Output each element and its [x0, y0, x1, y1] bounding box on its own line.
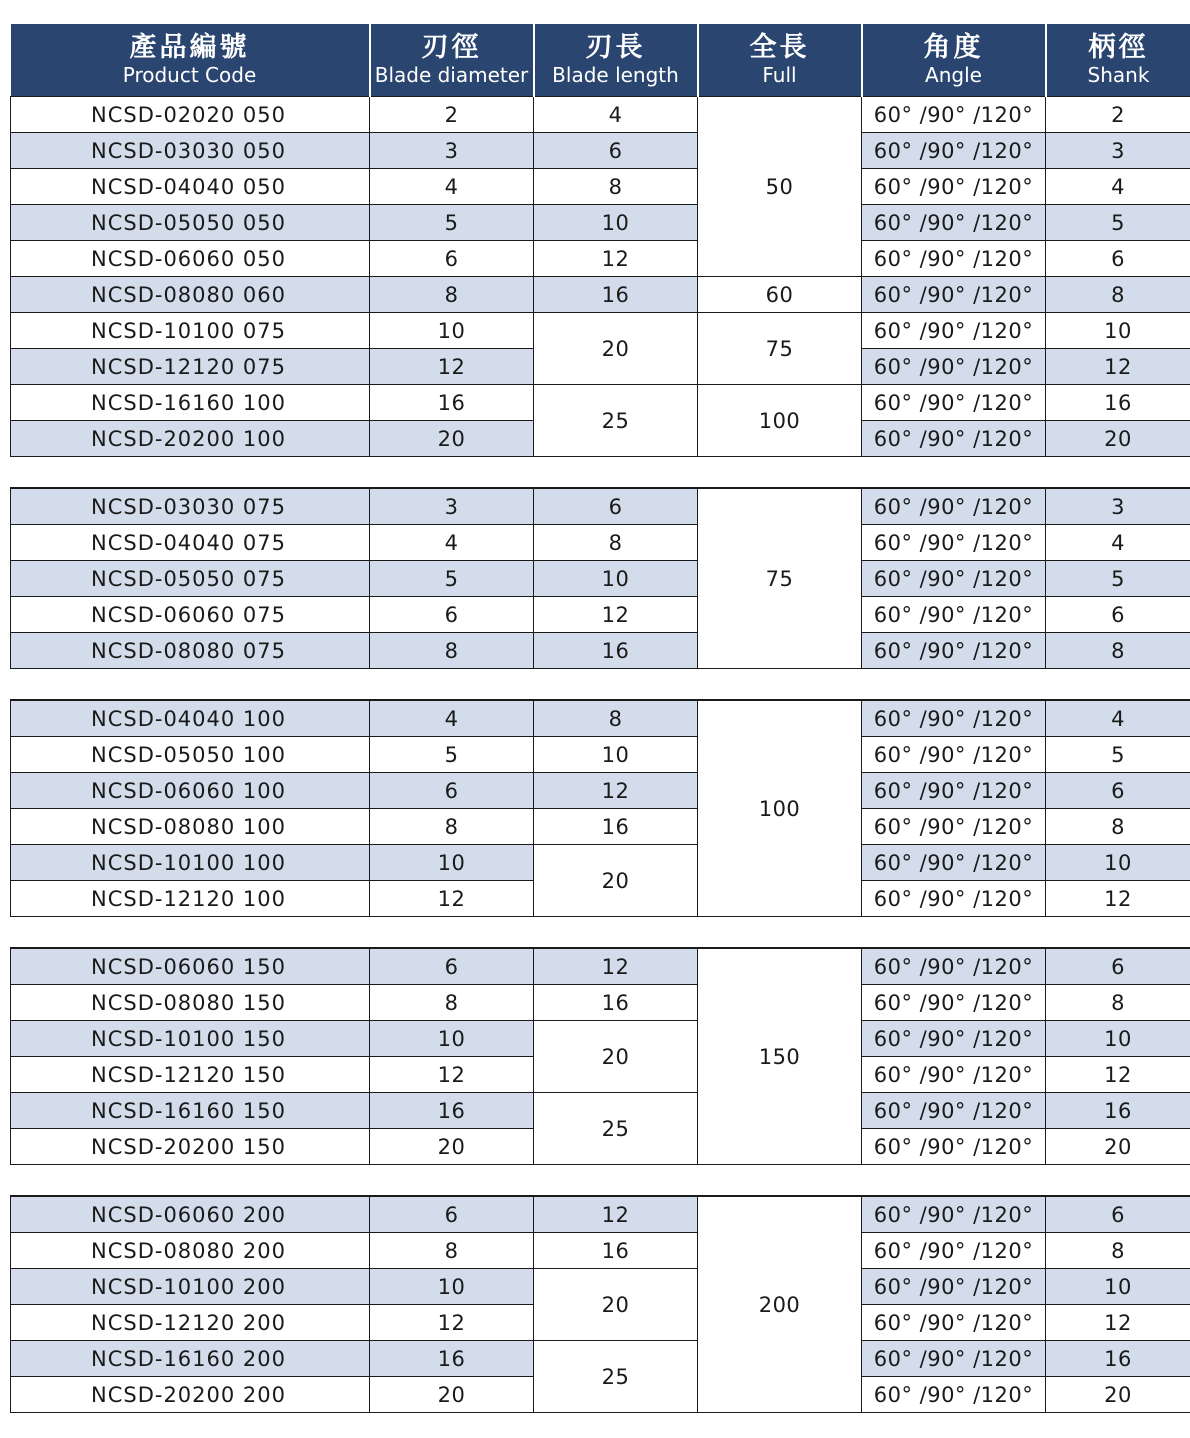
shank-cell: 12 [1046, 349, 1190, 385]
table-row [11, 1021, 1190, 1057]
table-row [11, 1233, 1190, 1269]
angle-cell: 60° /90° /120° [862, 1269, 1046, 1305]
angle-cell: 60° /90° /120° [862, 1305, 1046, 1341]
angle-cell: 60° /90° /120° [862, 597, 1046, 633]
shank-cell: 3 [1046, 133, 1190, 169]
product-code-cell: NCSD-03030 075 [11, 488, 370, 525]
angle-cell: 60° /90° /120° [862, 633, 1046, 669]
angle-cell: 60° /90° /120° [862, 205, 1046, 241]
blade-length-cell: 16 [534, 809, 698, 845]
blade-diameter-cell: 3 [370, 133, 534, 169]
blade-diameter-cell: 2 [370, 97, 534, 133]
shank-cell: 6 [1046, 241, 1190, 277]
angle-cell: 60° /90° /120° [862, 1341, 1046, 1377]
shank-cell: 8 [1046, 277, 1190, 313]
blade-diameter-cell: 10 [370, 1269, 534, 1305]
table-row [11, 488, 1190, 525]
table-gap [10, 1165, 1190, 1195]
shank-cell: 5 [1046, 561, 1190, 597]
table-row [11, 205, 1190, 241]
product-code-cell: NCSD-03030 050 [11, 133, 370, 169]
product-code-cell: NCSD-20200 150 [11, 1129, 370, 1165]
shank-cell: 4 [1046, 525, 1190, 561]
angle-cell: 60° /90° /120° [862, 561, 1046, 597]
product-code-cell: NCSD-12120 100 [11, 881, 370, 917]
shank-cell: 4 [1046, 169, 1190, 205]
angle-cell: 60° /90° /120° [862, 313, 1046, 349]
table-row [11, 985, 1190, 1021]
blade-diameter-cell: 20 [370, 1377, 534, 1413]
spec-table-075 [10, 487, 1190, 669]
header-shank: 柄徑 Shank [1046, 24, 1190, 97]
shank-cell: 8 [1046, 1233, 1190, 1269]
product-code-cell: NCSD-16160 100 [11, 385, 370, 421]
shank-cell: 3 [1046, 488, 1190, 525]
blade-length-cell: 10 [534, 561, 698, 597]
angle-cell: 60° /90° /120° [862, 488, 1046, 525]
shank-cell: 16 [1046, 385, 1190, 421]
product-code-cell: NCSD-02020 050 [11, 97, 370, 133]
table-row [11, 773, 1190, 809]
table-row [11, 1196, 1190, 1233]
shank-cell: 12 [1046, 1305, 1190, 1341]
shank-cell: 16 [1046, 1341, 1190, 1377]
shank-cell: 10 [1046, 1021, 1190, 1057]
blade-length-cell: 8 [534, 525, 698, 561]
angle-cell: 60° /90° /120° [862, 97, 1046, 133]
full-length-cell: 75 [698, 488, 862, 669]
full-length-cell: 200 [698, 1196, 862, 1413]
blade-diameter-cell: 12 [370, 881, 534, 917]
blade-diameter-cell: 6 [370, 948, 534, 985]
angle-cell: 60° /90° /120° [862, 845, 1046, 881]
product-code-cell: NCSD-12120 200 [11, 1305, 370, 1341]
angle-cell: 60° /90° /120° [862, 241, 1046, 277]
blade-length-cell: 10 [534, 737, 698, 773]
table-row [11, 1269, 1190, 1305]
shank-cell: 8 [1046, 985, 1190, 1021]
header-angle: 角度 Angle [862, 24, 1046, 97]
blade-diameter-cell: 16 [370, 1093, 534, 1129]
angle-cell: 60° /90° /120° [862, 1129, 1046, 1165]
blade-diameter-cell: 8 [370, 1233, 534, 1269]
product-code-cell: NCSD-08080 075 [11, 633, 370, 669]
table-row [11, 633, 1190, 669]
table-row [11, 385, 1190, 421]
table-header-row [11, 24, 1190, 97]
product-code-cell: NCSD-12120 075 [11, 349, 370, 385]
shank-cell: 6 [1046, 597, 1190, 633]
angle-cell: 60° /90° /120° [862, 1196, 1046, 1233]
shank-cell: 5 [1046, 205, 1190, 241]
shank-cell: 16 [1046, 1093, 1190, 1129]
product-code-cell: NCSD-04040 050 [11, 169, 370, 205]
table-gap [10, 917, 1190, 947]
shank-cell: 6 [1046, 948, 1190, 985]
blade-length-cell: 25 [534, 1093, 698, 1165]
blade-diameter-cell: 12 [370, 349, 534, 385]
spec-table-200 [10, 1195, 1190, 1413]
angle-cell: 60° /90° /120° [862, 277, 1046, 313]
blade-length-cell: 12 [534, 597, 698, 633]
full-length-cell: 150 [698, 948, 862, 1165]
angle-cell: 60° /90° /120° [862, 385, 1046, 421]
blade-diameter-cell: 8 [370, 633, 534, 669]
blade-length-cell: 10 [534, 205, 698, 241]
product-code-cell: NCSD-12120 150 [11, 1057, 370, 1093]
blade-length-cell: 8 [534, 169, 698, 205]
product-code-cell: NCSD-10100 100 [11, 845, 370, 881]
product-code-cell: NCSD-06060 100 [11, 773, 370, 809]
blade-length-cell: 6 [534, 133, 698, 169]
table-gap [10, 457, 1190, 487]
table-row [11, 737, 1190, 773]
product-code-cell: NCSD-20200 200 [11, 1377, 370, 1413]
angle-cell: 60° /90° /120° [862, 1021, 1046, 1057]
table-row [11, 700, 1190, 737]
product-spec-sheet [10, 24, 1190, 1413]
product-code-cell: NCSD-08080 100 [11, 809, 370, 845]
blade-diameter-cell: 4 [370, 525, 534, 561]
header-blade-length: 刃長 Blade length [534, 24, 698, 97]
angle-cell: 60° /90° /120° [862, 773, 1046, 809]
blade-diameter-cell: 5 [370, 205, 534, 241]
product-code-cell: NCSD-08080 060 [11, 277, 370, 313]
shank-cell: 5 [1046, 737, 1190, 773]
table-row [11, 948, 1190, 985]
angle-cell: 60° /90° /120° [862, 525, 1046, 561]
table-row [11, 277, 1190, 313]
blade-length-cell: 12 [534, 773, 698, 809]
angle-cell: 60° /90° /120° [862, 985, 1046, 1021]
angle-cell: 60° /90° /120° [862, 948, 1046, 985]
shank-cell: 12 [1046, 1057, 1190, 1093]
product-code-cell: NCSD-05050 075 [11, 561, 370, 597]
full-length-cell: 75 [698, 313, 862, 385]
product-code-cell: NCSD-20200 100 [11, 421, 370, 457]
header-full-length: 全長 Full [698, 24, 862, 97]
spec-table-50-100 [10, 24, 1190, 457]
shank-cell: 20 [1046, 1129, 1190, 1165]
shank-cell: 10 [1046, 1269, 1190, 1305]
blade-diameter-cell: 6 [370, 597, 534, 633]
blade-diameter-cell: 12 [370, 1057, 534, 1093]
blade-length-cell: 16 [534, 1233, 698, 1269]
blade-length-cell: 12 [534, 241, 698, 277]
blade-length-cell: 16 [534, 633, 698, 669]
shank-cell: 4 [1046, 700, 1190, 737]
angle-cell: 60° /90° /120° [862, 737, 1046, 773]
table-row [11, 313, 1190, 349]
angle-cell: 60° /90° /120° [862, 700, 1046, 737]
blade-diameter-cell: 8 [370, 277, 534, 313]
shank-cell: 12 [1046, 881, 1190, 917]
blade-diameter-cell: 10 [370, 313, 534, 349]
blade-length-cell: 12 [534, 1196, 698, 1233]
table-row [11, 241, 1190, 277]
blade-length-cell: 6 [534, 488, 698, 525]
product-code-cell: NCSD-08080 150 [11, 985, 370, 1021]
spec-table-150 [10, 947, 1190, 1165]
blade-diameter-cell: 3 [370, 488, 534, 525]
product-code-cell: NCSD-06060 075 [11, 597, 370, 633]
table-row [11, 1341, 1190, 1377]
angle-cell: 60° /90° /120° [862, 421, 1046, 457]
table-row [11, 809, 1190, 845]
spec-table-100 [10, 699, 1190, 917]
product-code-cell: NCSD-06060 200 [11, 1196, 370, 1233]
angle-cell: 60° /90° /120° [862, 169, 1046, 205]
shank-cell: 10 [1046, 845, 1190, 881]
blade-length-cell: 20 [534, 1021, 698, 1093]
blade-length-cell: 12 [534, 948, 698, 985]
angle-cell: 60° /90° /120° [862, 1057, 1046, 1093]
table-row [11, 525, 1190, 561]
product-code-cell: NCSD-10100 075 [11, 313, 370, 349]
angle-cell: 60° /90° /120° [862, 1093, 1046, 1129]
angle-cell: 60° /90° /120° [862, 1377, 1046, 1413]
blade-diameter-cell: 8 [370, 985, 534, 1021]
shank-cell: 2 [1046, 97, 1190, 133]
blade-length-cell: 25 [534, 385, 698, 457]
blade-diameter-cell: 6 [370, 773, 534, 809]
blade-length-cell: 20 [534, 845, 698, 917]
blade-length-cell: 16 [534, 985, 698, 1021]
shank-cell: 10 [1046, 313, 1190, 349]
product-code-cell: NCSD-16160 150 [11, 1093, 370, 1129]
blade-diameter-cell: 6 [370, 241, 534, 277]
blade-diameter-cell: 10 [370, 845, 534, 881]
product-code-cell: NCSD-05050 050 [11, 205, 370, 241]
table-row [11, 561, 1190, 597]
product-code-cell: NCSD-04040 075 [11, 525, 370, 561]
blade-diameter-cell: 4 [370, 700, 534, 737]
product-code-cell: NCSD-05050 100 [11, 737, 370, 773]
product-code-cell: NCSD-04040 100 [11, 700, 370, 737]
blade-length-cell: 16 [534, 277, 698, 313]
product-code-cell: NCSD-10100 150 [11, 1021, 370, 1057]
angle-cell: 60° /90° /120° [862, 349, 1046, 385]
table-row [11, 597, 1190, 633]
shank-cell: 6 [1046, 773, 1190, 809]
full-length-cell: 50 [698, 97, 862, 277]
angle-cell: 60° /90° /120° [862, 881, 1046, 917]
blade-length-cell: 20 [534, 1269, 698, 1341]
blade-diameter-cell: 4 [370, 169, 534, 205]
blade-diameter-cell: 5 [370, 737, 534, 773]
full-length-cell: 100 [698, 700, 862, 917]
blade-diameter-cell: 20 [370, 421, 534, 457]
full-length-cell: 100 [698, 385, 862, 457]
product-code-cell: NCSD-06060 150 [11, 948, 370, 985]
product-code-cell: NCSD-10100 200 [11, 1269, 370, 1305]
product-code-cell: NCSD-08080 200 [11, 1233, 370, 1269]
header-blade-diameter: 刃徑 Blade diameter [370, 24, 534, 97]
shank-cell: 20 [1046, 1377, 1190, 1413]
angle-cell: 60° /90° /120° [862, 133, 1046, 169]
header-product-code: 產品編號 Product Code [11, 24, 370, 97]
angle-cell: 60° /90° /120° [862, 809, 1046, 845]
blade-length-cell: 20 [534, 313, 698, 385]
blade-diameter-cell: 5 [370, 561, 534, 597]
product-code-cell: NCSD-06060 050 [11, 241, 370, 277]
table-gap [10, 669, 1190, 699]
table-row [11, 133, 1190, 169]
blade-length-cell: 25 [534, 1341, 698, 1413]
shank-cell: 20 [1046, 421, 1190, 457]
table-row [11, 97, 1190, 133]
blade-diameter-cell: 16 [370, 385, 534, 421]
product-code-cell: NCSD-16160 200 [11, 1341, 370, 1377]
blade-length-cell: 4 [534, 97, 698, 133]
angle-cell: 60° /90° /120° [862, 1233, 1046, 1269]
table-row [11, 845, 1190, 881]
blade-diameter-cell: 12 [370, 1305, 534, 1341]
blade-length-cell: 8 [534, 700, 698, 737]
blade-diameter-cell: 16 [370, 1341, 534, 1377]
table-row [11, 169, 1190, 205]
full-length-cell: 60 [698, 277, 862, 313]
blade-diameter-cell: 10 [370, 1021, 534, 1057]
blade-diameter-cell: 6 [370, 1196, 534, 1233]
shank-cell: 8 [1046, 633, 1190, 669]
blade-diameter-cell: 8 [370, 809, 534, 845]
shank-cell: 8 [1046, 809, 1190, 845]
shank-cell: 6 [1046, 1196, 1190, 1233]
blade-diameter-cell: 20 [370, 1129, 534, 1165]
table-row [11, 1093, 1190, 1129]
